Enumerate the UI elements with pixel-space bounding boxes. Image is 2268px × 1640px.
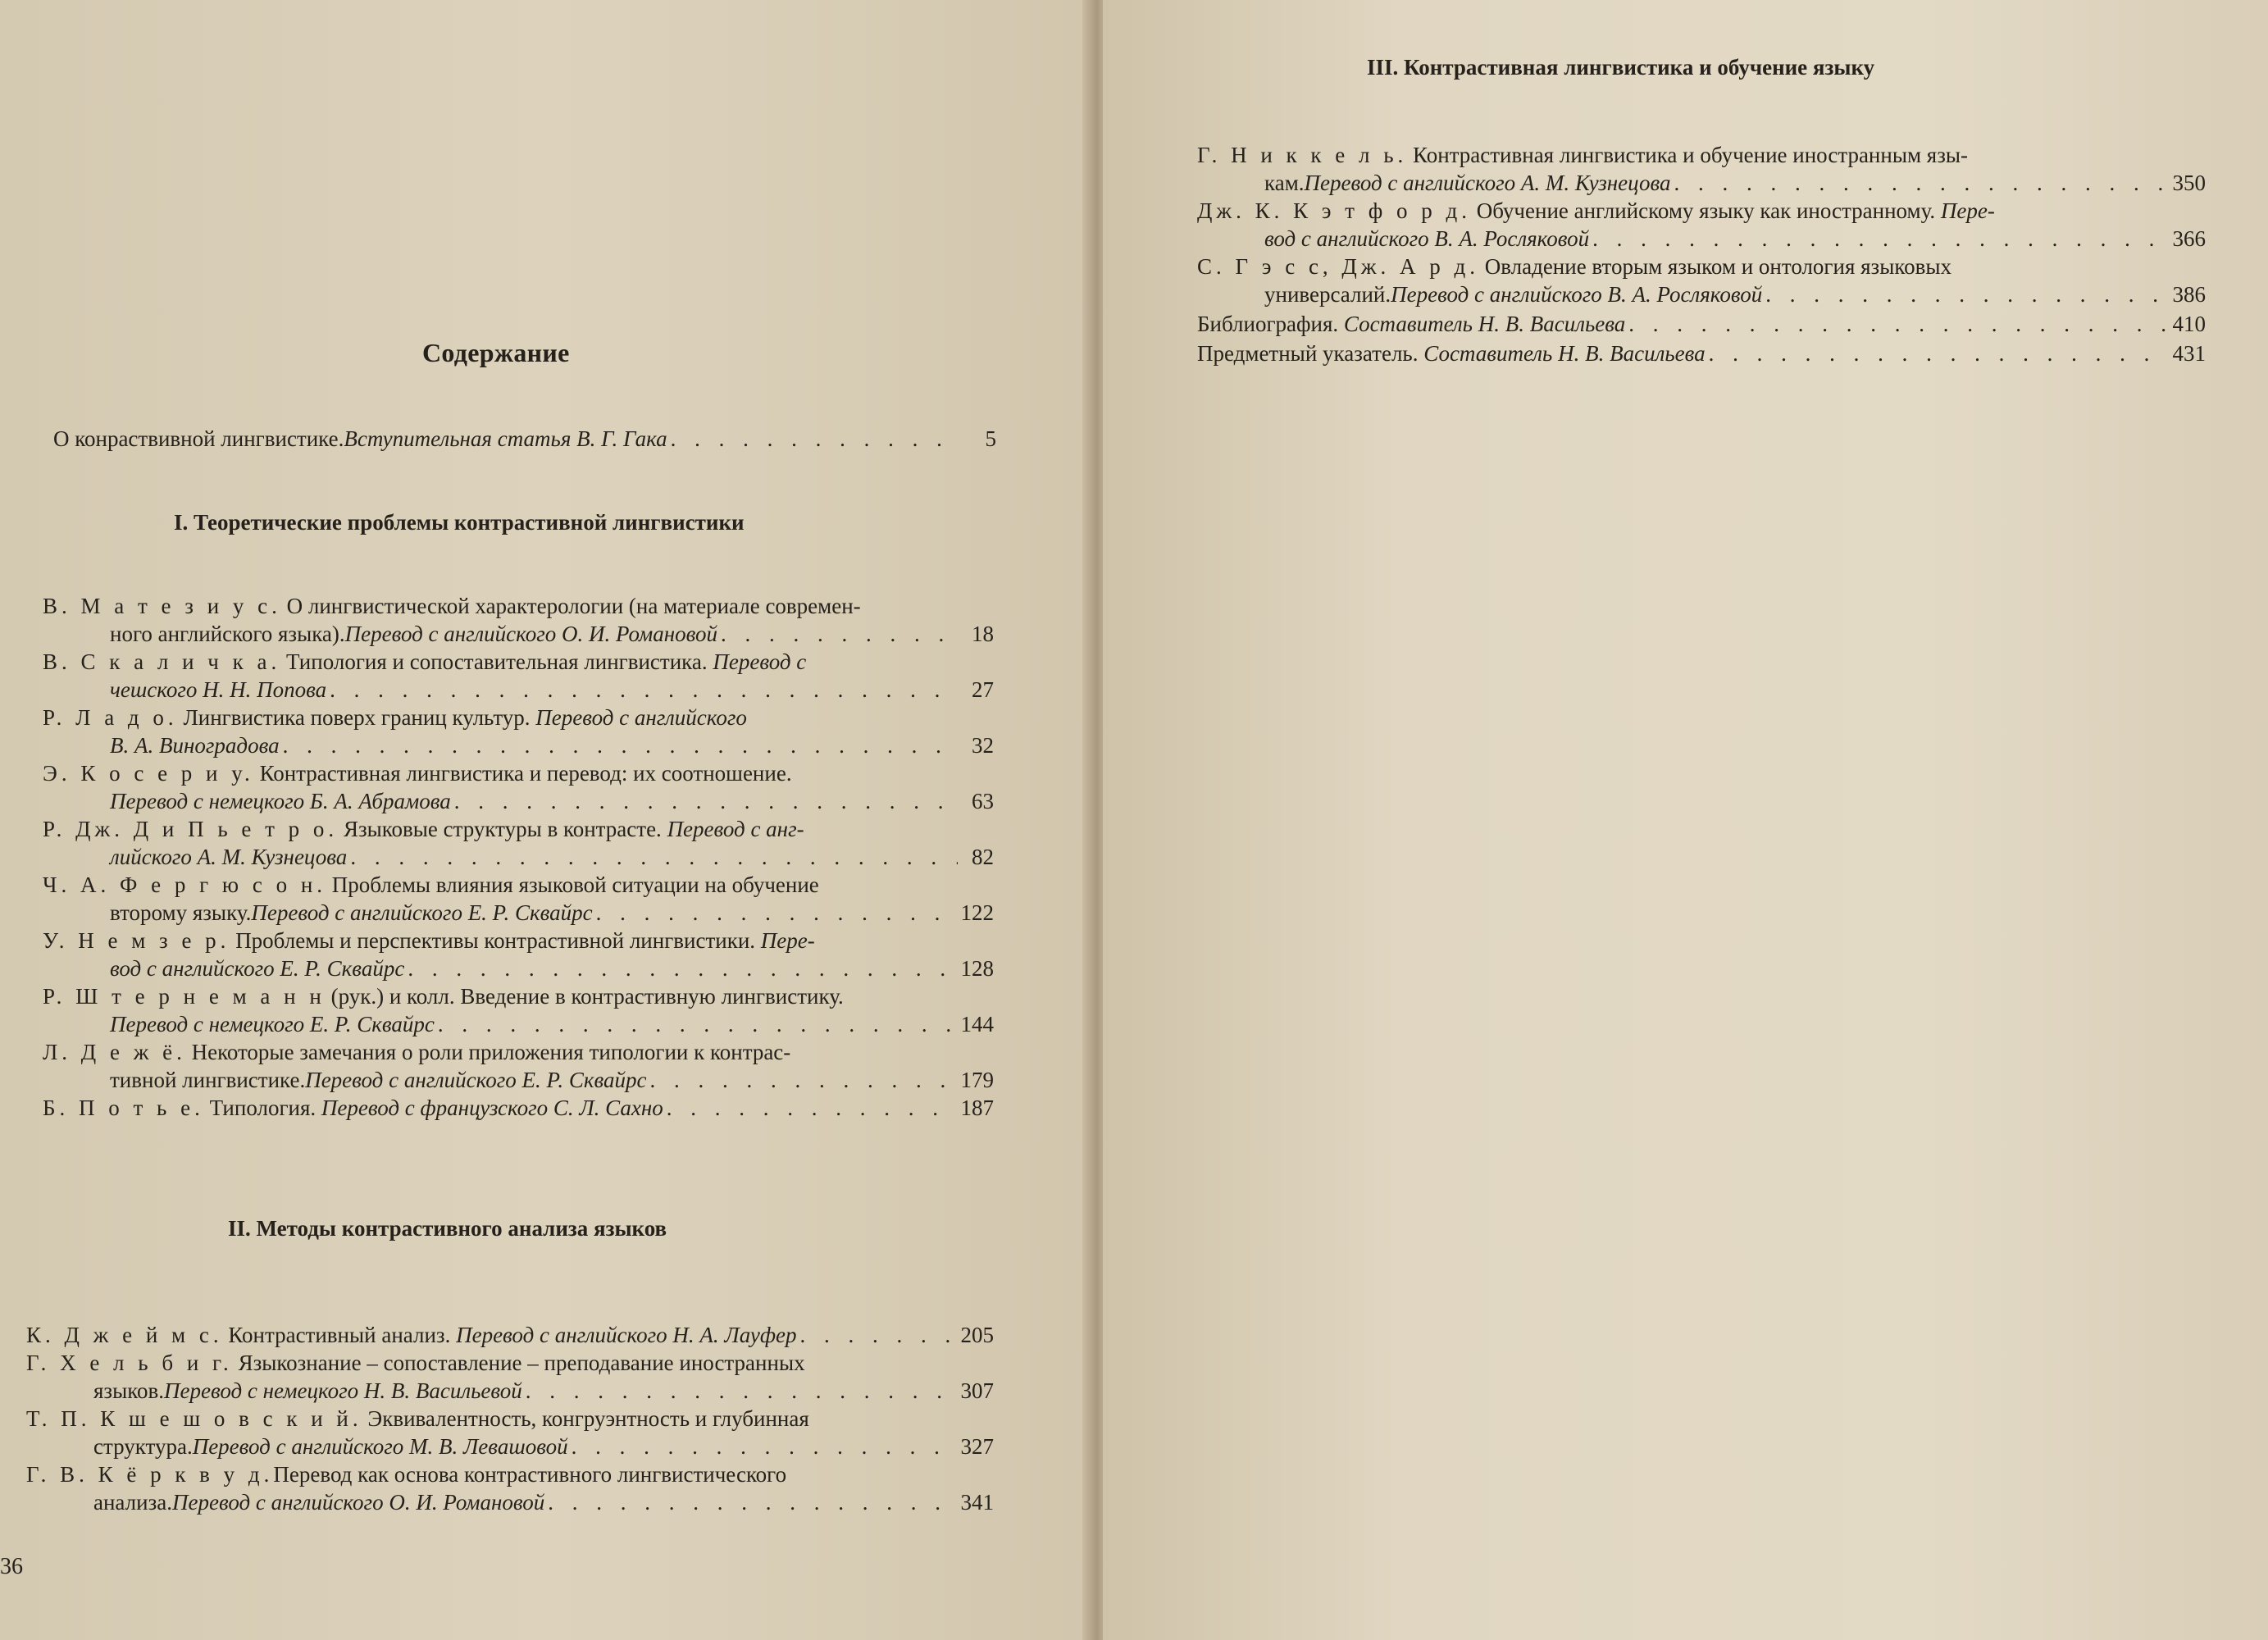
toc-entry xyxy=(1197,339,2206,367)
leader-dots xyxy=(548,1488,957,1516)
entry-italic: Перевод с английского Е. Р. Сквайрс xyxy=(305,1068,647,1092)
entry-italic: Перевод с французского С. Л. Сахно xyxy=(321,1096,663,1120)
entry-author: В. М а т е з и у с. xyxy=(43,594,281,618)
entry-title-cont: второму языку. xyxy=(110,900,252,925)
entry-italic: Составитель Н. В. Васильева xyxy=(1423,341,1706,366)
entry-italic: Пере- xyxy=(760,928,815,953)
entry-first-line xyxy=(1197,310,1625,338)
entry-author: Л. Д е ж ё. xyxy=(43,1040,186,1064)
leader-dots xyxy=(649,1066,957,1094)
entry-first-line xyxy=(43,815,804,843)
entry-italic: Перевод с анг- xyxy=(667,817,804,841)
entry-author: Р. Ш т е р н е м а н н xyxy=(43,984,326,1009)
entry-title: Контрастивный анализ. xyxy=(222,1323,457,1347)
page-number: 350 xyxy=(2172,171,2206,195)
leader-dots xyxy=(454,787,958,815)
leader-dots xyxy=(721,620,958,648)
entry-italic: В. А. Виноградова xyxy=(110,733,280,758)
leader-dots xyxy=(572,1433,958,1460)
page-number: 128 xyxy=(960,956,994,981)
entry-title: Проблемы влияния языковой ситуации на обучение xyxy=(326,872,819,897)
leader-dots xyxy=(1674,169,2170,197)
leader-dots xyxy=(408,954,957,982)
page-number: 63 xyxy=(972,789,994,813)
entry-title: Языковые структуры в контрасте. xyxy=(338,817,667,841)
leader-dots xyxy=(1628,310,2169,338)
right-page xyxy=(1103,0,2268,1640)
entry-title-cont: ного английского языка). xyxy=(110,622,345,646)
entry-first-line xyxy=(43,592,861,620)
entry-author: Р. Л а д о. xyxy=(43,705,178,730)
entry-title: Эквивалентность, конгруэнтность и глубинная xyxy=(362,1406,809,1431)
entry-title-cont: структура. xyxy=(93,1434,193,1459)
toc-entry xyxy=(26,1321,994,1349)
entry-title: Языкознание – сопоставление – преподавание иностранных xyxy=(232,1351,805,1375)
entry-italic: Перевод с английского В. А. Росляковой xyxy=(1391,282,1763,307)
entry-author: Э. К о с е р и у. xyxy=(43,761,254,786)
page-number: 5 xyxy=(985,426,996,451)
entry-first-line xyxy=(43,1038,790,1066)
entry-title: Перевод как основа контрастивного лингвистического xyxy=(273,1462,787,1487)
entry-italic: Перевод с английского М. В. Левашовой xyxy=(192,1434,568,1459)
leader-dots xyxy=(1592,225,2169,253)
entry-title: Овладение вторым языком и онтология языковых xyxy=(1478,254,1951,279)
entry-title-cont: анализа. xyxy=(93,1490,172,1515)
page-number: 341 xyxy=(960,1490,994,1515)
entry-title: Контрастивная лингвистика и перевод: их соотношение. xyxy=(253,761,792,786)
page-number: 327 xyxy=(960,1434,994,1459)
entry-first-line xyxy=(43,1094,663,1122)
section-heading-2: II. Методы контрастивного анализа языков xyxy=(228,1216,667,1241)
leader-dots xyxy=(438,1010,958,1038)
entry-title: Контрастивная лингвистика и обучение иностранным язы- xyxy=(1407,143,1969,167)
entry-author: У. Н е м з е р. xyxy=(43,928,230,953)
entry-italic: Перевод с английского Е. Р. Сквайрс xyxy=(251,900,593,925)
section-heading-1: I. Теоретические проблемы контрастивной лингвистики xyxy=(174,510,745,535)
page-number: 179 xyxy=(960,1068,994,1092)
entry-first-line xyxy=(43,648,806,676)
leader-dots xyxy=(1765,280,2169,308)
leader-dots xyxy=(1709,339,2170,367)
intro-entry xyxy=(53,425,996,453)
page-number: 410 xyxy=(2172,312,2206,336)
entry-italic: лийского А. М. Кузнецова xyxy=(110,845,348,869)
page-number: 187 xyxy=(960,1096,994,1120)
contents-title: Содержание xyxy=(422,338,570,367)
entry-italic: Составитель Н. В. Васильева xyxy=(1343,312,1626,336)
toc-entry xyxy=(43,1094,994,1122)
page-number: 366 xyxy=(2172,226,2206,251)
toc-entry xyxy=(43,871,994,927)
page-folio: 36 xyxy=(0,1554,23,1579)
entry-italic: Перевод с английского О. И. Романовой xyxy=(344,622,717,646)
entry-italic: Перевод с английского А. М. Кузнецова xyxy=(1304,171,1671,195)
entry-title: Библиография. xyxy=(1197,312,1344,336)
toc-entry xyxy=(43,927,994,982)
left-page xyxy=(0,0,1095,1640)
toc-entry xyxy=(26,1349,994,1405)
toc-entry xyxy=(1197,253,2206,308)
toc-entry xyxy=(43,1038,994,1094)
entry-author: Т. П. К ш е ш о в с к и й. xyxy=(26,1406,362,1431)
entry-author: Г. Н и к к е л ь. xyxy=(1197,143,1408,167)
entry-title-cont: кам. xyxy=(1264,171,1305,195)
leader-dots xyxy=(330,676,958,704)
entry-first-line xyxy=(43,982,844,1010)
leader-dots xyxy=(526,1377,958,1405)
leader-dots xyxy=(667,1094,958,1122)
entry-first-line xyxy=(1197,197,1995,225)
entry-title-cont: универсалий. xyxy=(1264,282,1391,307)
entry-first-line xyxy=(43,759,792,787)
entry-italic: Перевод с английского О. И. Романовой xyxy=(171,1490,545,1515)
entry-first-line xyxy=(43,871,819,899)
entry-author: Ч. А. Ф е р г ю с о н. xyxy=(43,872,327,897)
page-number: 122 xyxy=(960,900,994,925)
entry-first-line xyxy=(26,1405,809,1433)
entry-italic: Пере- xyxy=(1940,198,1995,223)
leader-dots xyxy=(283,731,958,759)
toc-entry xyxy=(43,759,994,815)
entry-author: Дж. К. К э т ф о р д. xyxy=(1197,198,1471,223)
page-number: 27 xyxy=(972,677,994,702)
entry-italic: вод с английского Е. Р. Сквайрс xyxy=(110,956,405,981)
entry-title: Лингвистика поверх границ культур. xyxy=(177,705,536,730)
entry-italic: Перевод с английского Н. А. Лауфер xyxy=(456,1323,797,1347)
entry-italic: Вступительная статья В. Г. Гака xyxy=(344,426,667,451)
entry-italic: Перевод с английского xyxy=(535,705,747,730)
entry-title: Предметный указатель. xyxy=(1197,341,1424,366)
entry-title-cont: языков. xyxy=(93,1378,164,1403)
toc-entry xyxy=(43,592,994,648)
toc-entry xyxy=(43,648,994,704)
page-number: 32 xyxy=(972,733,994,758)
entry-italic: Перевод с xyxy=(713,649,807,674)
entry-author: С. Г э с с, Дж. А р д. xyxy=(1197,254,1479,279)
page-number: 82 xyxy=(972,845,994,869)
entry-first-line xyxy=(43,927,815,954)
leader-dots xyxy=(596,899,958,927)
entry-author: В. С к а л и ч к а. xyxy=(43,649,281,674)
page-number: 307 xyxy=(960,1378,994,1403)
section-heading-3: III. Контрастивная лингвистика и обучение языку xyxy=(1367,55,1875,80)
toc-entry xyxy=(1197,141,2206,197)
entry-first-line xyxy=(1197,253,1951,280)
leader-dots xyxy=(799,1321,957,1349)
entry-first-line xyxy=(26,1460,786,1488)
page-number: 386 xyxy=(2172,282,2206,307)
entry-text: О конраствивной лингвистике. xyxy=(53,426,344,451)
toc-entry xyxy=(1197,197,2206,253)
entry-italic: чешского Н. Н. Попова xyxy=(110,677,327,702)
entry-title: (рук.) и колл. Введение в контрастивную лингвистику. xyxy=(325,984,844,1009)
page-number: 431 xyxy=(2172,341,2206,366)
entry-title: О лингвистической характерологии (на материале современ- xyxy=(280,594,861,618)
entry-title: Типология. xyxy=(203,1096,321,1120)
entry-title: Обучение английскому языку как иностранному. xyxy=(1470,198,1941,223)
entry-title: Проблемы и перспективы контрастивной лингвистики. xyxy=(230,928,761,953)
entry-title-cont: тивной лингвистике. xyxy=(110,1068,306,1092)
leader-dots xyxy=(350,843,958,871)
entry-author: Р. Дж. Д и П ь е т р о. xyxy=(43,817,339,841)
toc-entry xyxy=(43,704,994,759)
entry-author: Г. Х е л ь б и г. xyxy=(26,1351,233,1375)
entry-title: Типология и сопоставительная лингвистика. xyxy=(280,649,713,674)
entry-first-line xyxy=(1197,339,1706,367)
entry-title: Некоторые замечания о роли приложения типологии к контрас- xyxy=(185,1040,791,1064)
entry-first-line xyxy=(43,704,747,731)
page-number: 18 xyxy=(972,622,994,646)
entry-author: Г. В. К ё р к в у д. xyxy=(26,1462,274,1487)
page-number: 144 xyxy=(960,1012,994,1036)
toc-entry xyxy=(43,982,994,1038)
toc-entry xyxy=(26,1460,994,1516)
page-number: 205 xyxy=(960,1323,994,1347)
toc-entry xyxy=(1197,310,2206,338)
entry-first-line xyxy=(26,1321,796,1349)
toc-entry xyxy=(26,1405,994,1460)
toc-entry xyxy=(43,815,994,871)
entry-italic: Перевод с немецкого Н. В. Васильевой xyxy=(163,1378,522,1403)
entry-first-line xyxy=(26,1349,805,1377)
leader-dots xyxy=(671,425,960,453)
entry-author: Б. П о т ь е. xyxy=(43,1096,204,1120)
entry-author: К. Д ж е й м с. xyxy=(26,1323,223,1347)
entry-italic: вод с английского В. А. Росляковой xyxy=(1264,226,1590,251)
entry-first-line xyxy=(1197,141,1968,169)
entry-italic: Перевод с немецкого Б. А. Абрамова xyxy=(110,789,451,813)
entry-italic: Перевод с немецкого Е. Р. Сквайрс xyxy=(110,1012,435,1036)
